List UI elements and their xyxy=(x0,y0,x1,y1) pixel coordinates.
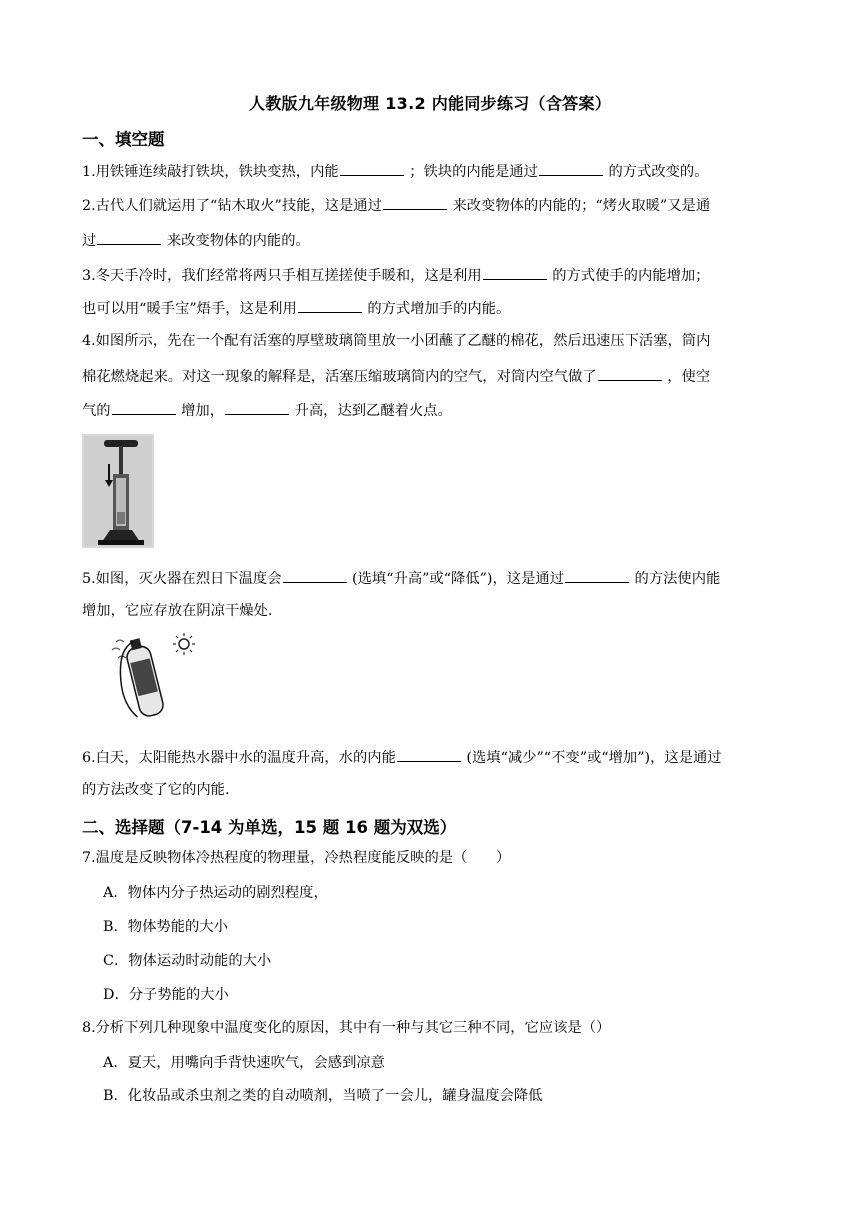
piston-fire-syringe-icon xyxy=(82,434,154,548)
question-text: 的方式改变的。 xyxy=(603,164,709,180)
question-2-cont xyxy=(82,229,782,251)
question-text: 来改变物体的内能的；“烤火取暖”又是通 xyxy=(447,198,711,214)
question-text: 增加， xyxy=(176,403,225,419)
question-text: 也可以用“暖手宝”焐手，这是利用 xyxy=(82,301,297,317)
question-text: 的方式使手的内能增加； xyxy=(547,268,710,284)
question-5 xyxy=(82,567,782,589)
answer-blank[interactable] xyxy=(340,160,404,176)
question-text: 1.用铁锤连续敲打铁块，铁块变热，内能 xyxy=(82,164,339,180)
question-8: 8.分析下列几种现象中温度变化的原因，其中有一种与其它三种不同，它应该是（） xyxy=(82,1020,611,1036)
answer-blank[interactable] xyxy=(97,229,161,245)
question-text: 的方法使内能 xyxy=(630,571,721,587)
question-4: 4.如图所示，先在一个配有活塞的厚壁玻璃筒里放一小团蘸了乙醚的棉花，然后迅速压下活塞，筒内 xyxy=(82,333,711,349)
option-a[interactable]: A．夏天，用嘴向手背快速吹气，会感到凉意 xyxy=(103,1055,385,1071)
option-c[interactable]: C．物体运动时动能的大小 xyxy=(103,953,272,969)
answer-blank[interactable] xyxy=(283,567,347,583)
answer-blank[interactable] xyxy=(225,399,289,415)
answer-blank[interactable] xyxy=(383,194,447,210)
question-4-cont xyxy=(82,365,782,387)
question-4-cont2 xyxy=(82,399,782,421)
question-text: 升高，达到乙醚着火点。 xyxy=(290,403,452,419)
answer-blank[interactable] xyxy=(397,746,461,762)
question-text: 过 xyxy=(82,233,97,249)
question-2 xyxy=(82,194,782,216)
question-text: 3.冬天手冷时，我们经常将两只手相互搓搓使手暖和，这是利用 xyxy=(82,268,482,284)
question-1 xyxy=(82,160,782,182)
question-text: (选填“减少”“不变”或“增加”)，这是通过 xyxy=(461,750,722,766)
question-7: 7.温度是反映物体冷热程度的物理量，冷热程度能反映的是（ ） xyxy=(82,850,511,866)
question-text: 气的 xyxy=(82,403,111,419)
section-heading-fill-in: 一、填空题 xyxy=(82,130,165,149)
question-text: 来改变物体的内能的。 xyxy=(162,233,310,249)
question-text: 的方式增加手的内能。 xyxy=(362,301,511,317)
option-a[interactable]: A．物体内分子热运动的剧烈程度， xyxy=(103,885,328,901)
question-text: 5.如图，灭火器在烈日下温度会 xyxy=(82,571,282,587)
option-b[interactable]: B．物体势能的大小 xyxy=(103,919,228,935)
question-6 xyxy=(82,746,782,768)
question-text: 棉花燃烧起来。对这一现象的解释是，活塞压缩玻璃筒内的空气，对筒内空气做了 xyxy=(82,369,597,385)
question-text: 6.白天，太阳能热水器中水的温度升高，水的内能 xyxy=(82,750,396,766)
question-5-cont: 增加，它应存放在阴凉干燥处. xyxy=(82,603,273,619)
question-3-cont xyxy=(82,297,782,319)
question-text: (选填“升高”或“降低”)，这是通过 xyxy=(347,571,564,587)
question-text: ；铁块的内能是通过 xyxy=(404,164,538,180)
answer-blank[interactable] xyxy=(112,399,176,415)
answer-blank[interactable] xyxy=(539,160,603,176)
question-text: 2.古代人们就运用了“钻木取火”技能，这是通过 xyxy=(82,198,382,214)
option-b[interactable]: B．化妆品或杀虫剂之类的自动喷剂，当喷了一会儿，罐身温度会降低 xyxy=(103,1088,543,1104)
fire-extinguisher-in-sun-icon xyxy=(106,630,198,722)
question-6-cont: 的方法改变了它的内能. xyxy=(82,782,230,798)
section-heading-choice: 二、选择题（7-14 为单选，15 题 16 题为双选） xyxy=(82,818,457,837)
option-d[interactable]: D．分子势能的大小 xyxy=(103,987,229,1003)
answer-blank[interactable] xyxy=(483,264,547,280)
document-title: 人教版九年级物理 13.2 内能同步练习（含答案） xyxy=(248,94,612,113)
answer-blank[interactable] xyxy=(298,297,362,313)
answer-blank[interactable] xyxy=(598,365,662,381)
answer-blank[interactable] xyxy=(565,567,629,583)
question-3 xyxy=(82,264,782,286)
question-text: ，使空 xyxy=(662,369,711,385)
